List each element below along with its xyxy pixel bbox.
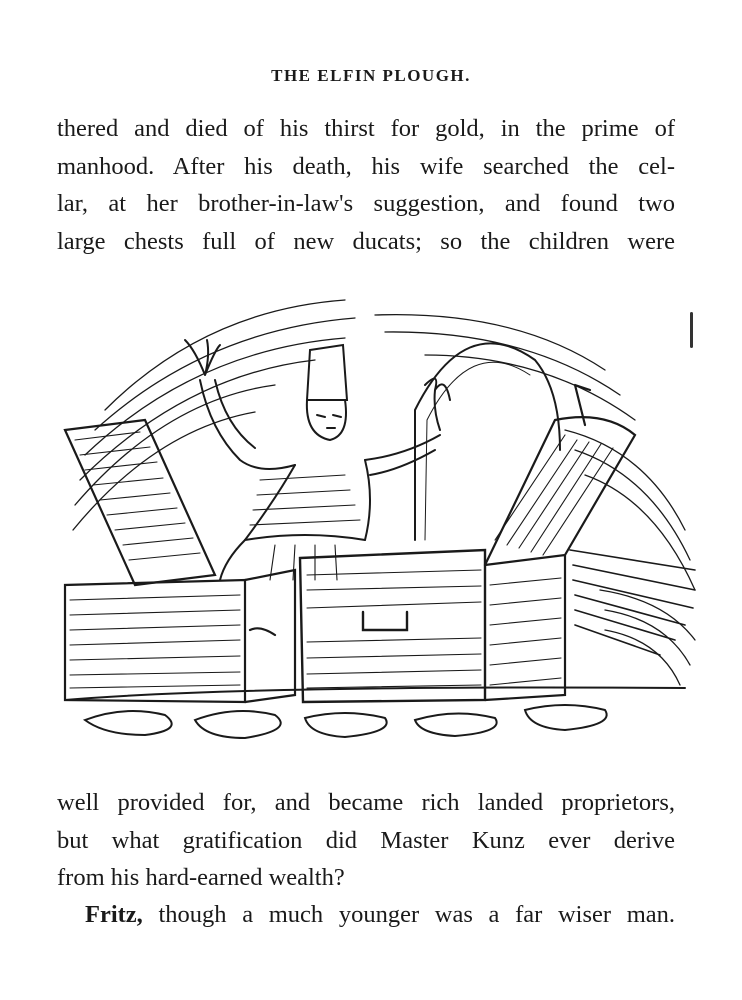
text-line: manhood. After his death, his wife searched the cel- [57, 152, 675, 180]
text-line: well provided for, and became rich landed proprietors, [57, 789, 675, 816]
paragraph-lead-word: Fritz, [85, 901, 143, 928]
text-line: large chests full of new ducats; so the children were [57, 227, 675, 255]
woodcut-illustration [45, 290, 705, 750]
paragraph-middle [57, 784, 675, 897]
text-line: lar, at her brother-in-law's suggestion, and found two [57, 190, 675, 217]
text-line: thered and died of his thirst for gold, in the prime of [57, 115, 675, 142]
paragraph-top [57, 110, 675, 260]
text-line [85, 896, 675, 934]
paragraph-text: though a much younger was a far wiser man. [142, 901, 675, 928]
margin-ink-mark [690, 312, 693, 348]
running-head: THE ELFIN PLOUGH. [271, 66, 471, 85]
paragraph-bottom [85, 896, 675, 934]
text-line: but what gratification did Master Kunz ever derive [57, 826, 675, 854]
woman-with-treasure-chests-engraving [45, 290, 705, 750]
text-line: from his hard-earned wealth? [57, 864, 345, 891]
